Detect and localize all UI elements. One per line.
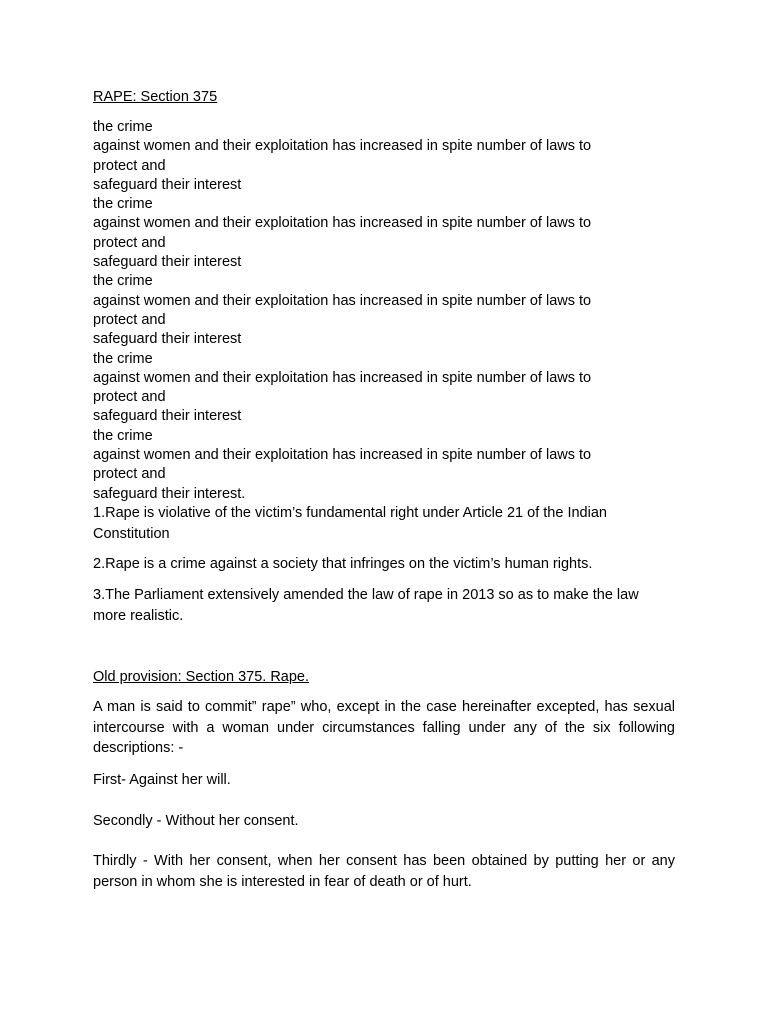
text-line: against women and their exploitation has increased in spite number of laws to — [93, 138, 592, 155]
text-line: safeguard their interest — [93, 254, 242, 271]
text-line: protect and — [93, 157, 166, 174]
document-page — [93, 0, 675, 1024]
text-line: protect and — [93, 466, 166, 483]
text-line: protect and — [93, 389, 166, 406]
condition-first: First- Against her will. — [93, 772, 231, 788]
text-line: safeguard their interest. — [93, 485, 246, 502]
condition-thirdly: Thirdly - With her consent, when her consent has been obtained by putting her or any person in whom she is interested in fear of death or of hurt. — [93, 853, 675, 890]
text-line: safeguard their interest — [93, 176, 242, 193]
text-line: the crime — [93, 196, 153, 213]
text-line: safeguard their interest — [93, 331, 242, 348]
text-line: against women and their exploitation has increased in spite number of laws to — [93, 292, 592, 309]
text-line: protect and — [93, 234, 166, 251]
point-2: 2.Rape is a crime against a society that infringes on the victim’s human rights. — [93, 556, 593, 572]
section-title: RAPE: Section 375 — [93, 89, 218, 105]
text-line: the crime — [93, 119, 153, 135]
text-line: the crime — [93, 427, 153, 444]
old-provision-heading: Old provision: Section 375. Rape. — [93, 669, 310, 685]
text-line: safeguard their interest — [93, 408, 242, 425]
definition-paragraph: A man is said to commit” rape” who, except in the case hereinafter excepted, has sexual intercourse with a woman under circumstances falling under any of the six following descriptions: - — [93, 699, 675, 756]
condition-secondly: Secondly - Without her consent. — [93, 813, 299, 829]
text-line: against women and their exploitation has increased in spite number of laws to — [93, 369, 592, 386]
text-line: protect and — [93, 311, 166, 328]
repeated-text-block — [93, 118, 675, 504]
text-line: against women and their exploitation has increased in spite number of laws to — [93, 447, 592, 464]
text-line: the crime — [93, 350, 153, 367]
text-line: the crime — [93, 273, 153, 290]
point-1: 1.Rape is violative of the victim’s fundamental right under Article 21 of the Indian Constitution — [93, 505, 607, 542]
text-line: against women and their exploitation has increased in spite number of laws to — [93, 215, 592, 232]
point-3: 3.The Parliament extensively amended the law of rape in 2013 so as to make the law more realistic. — [93, 587, 639, 624]
